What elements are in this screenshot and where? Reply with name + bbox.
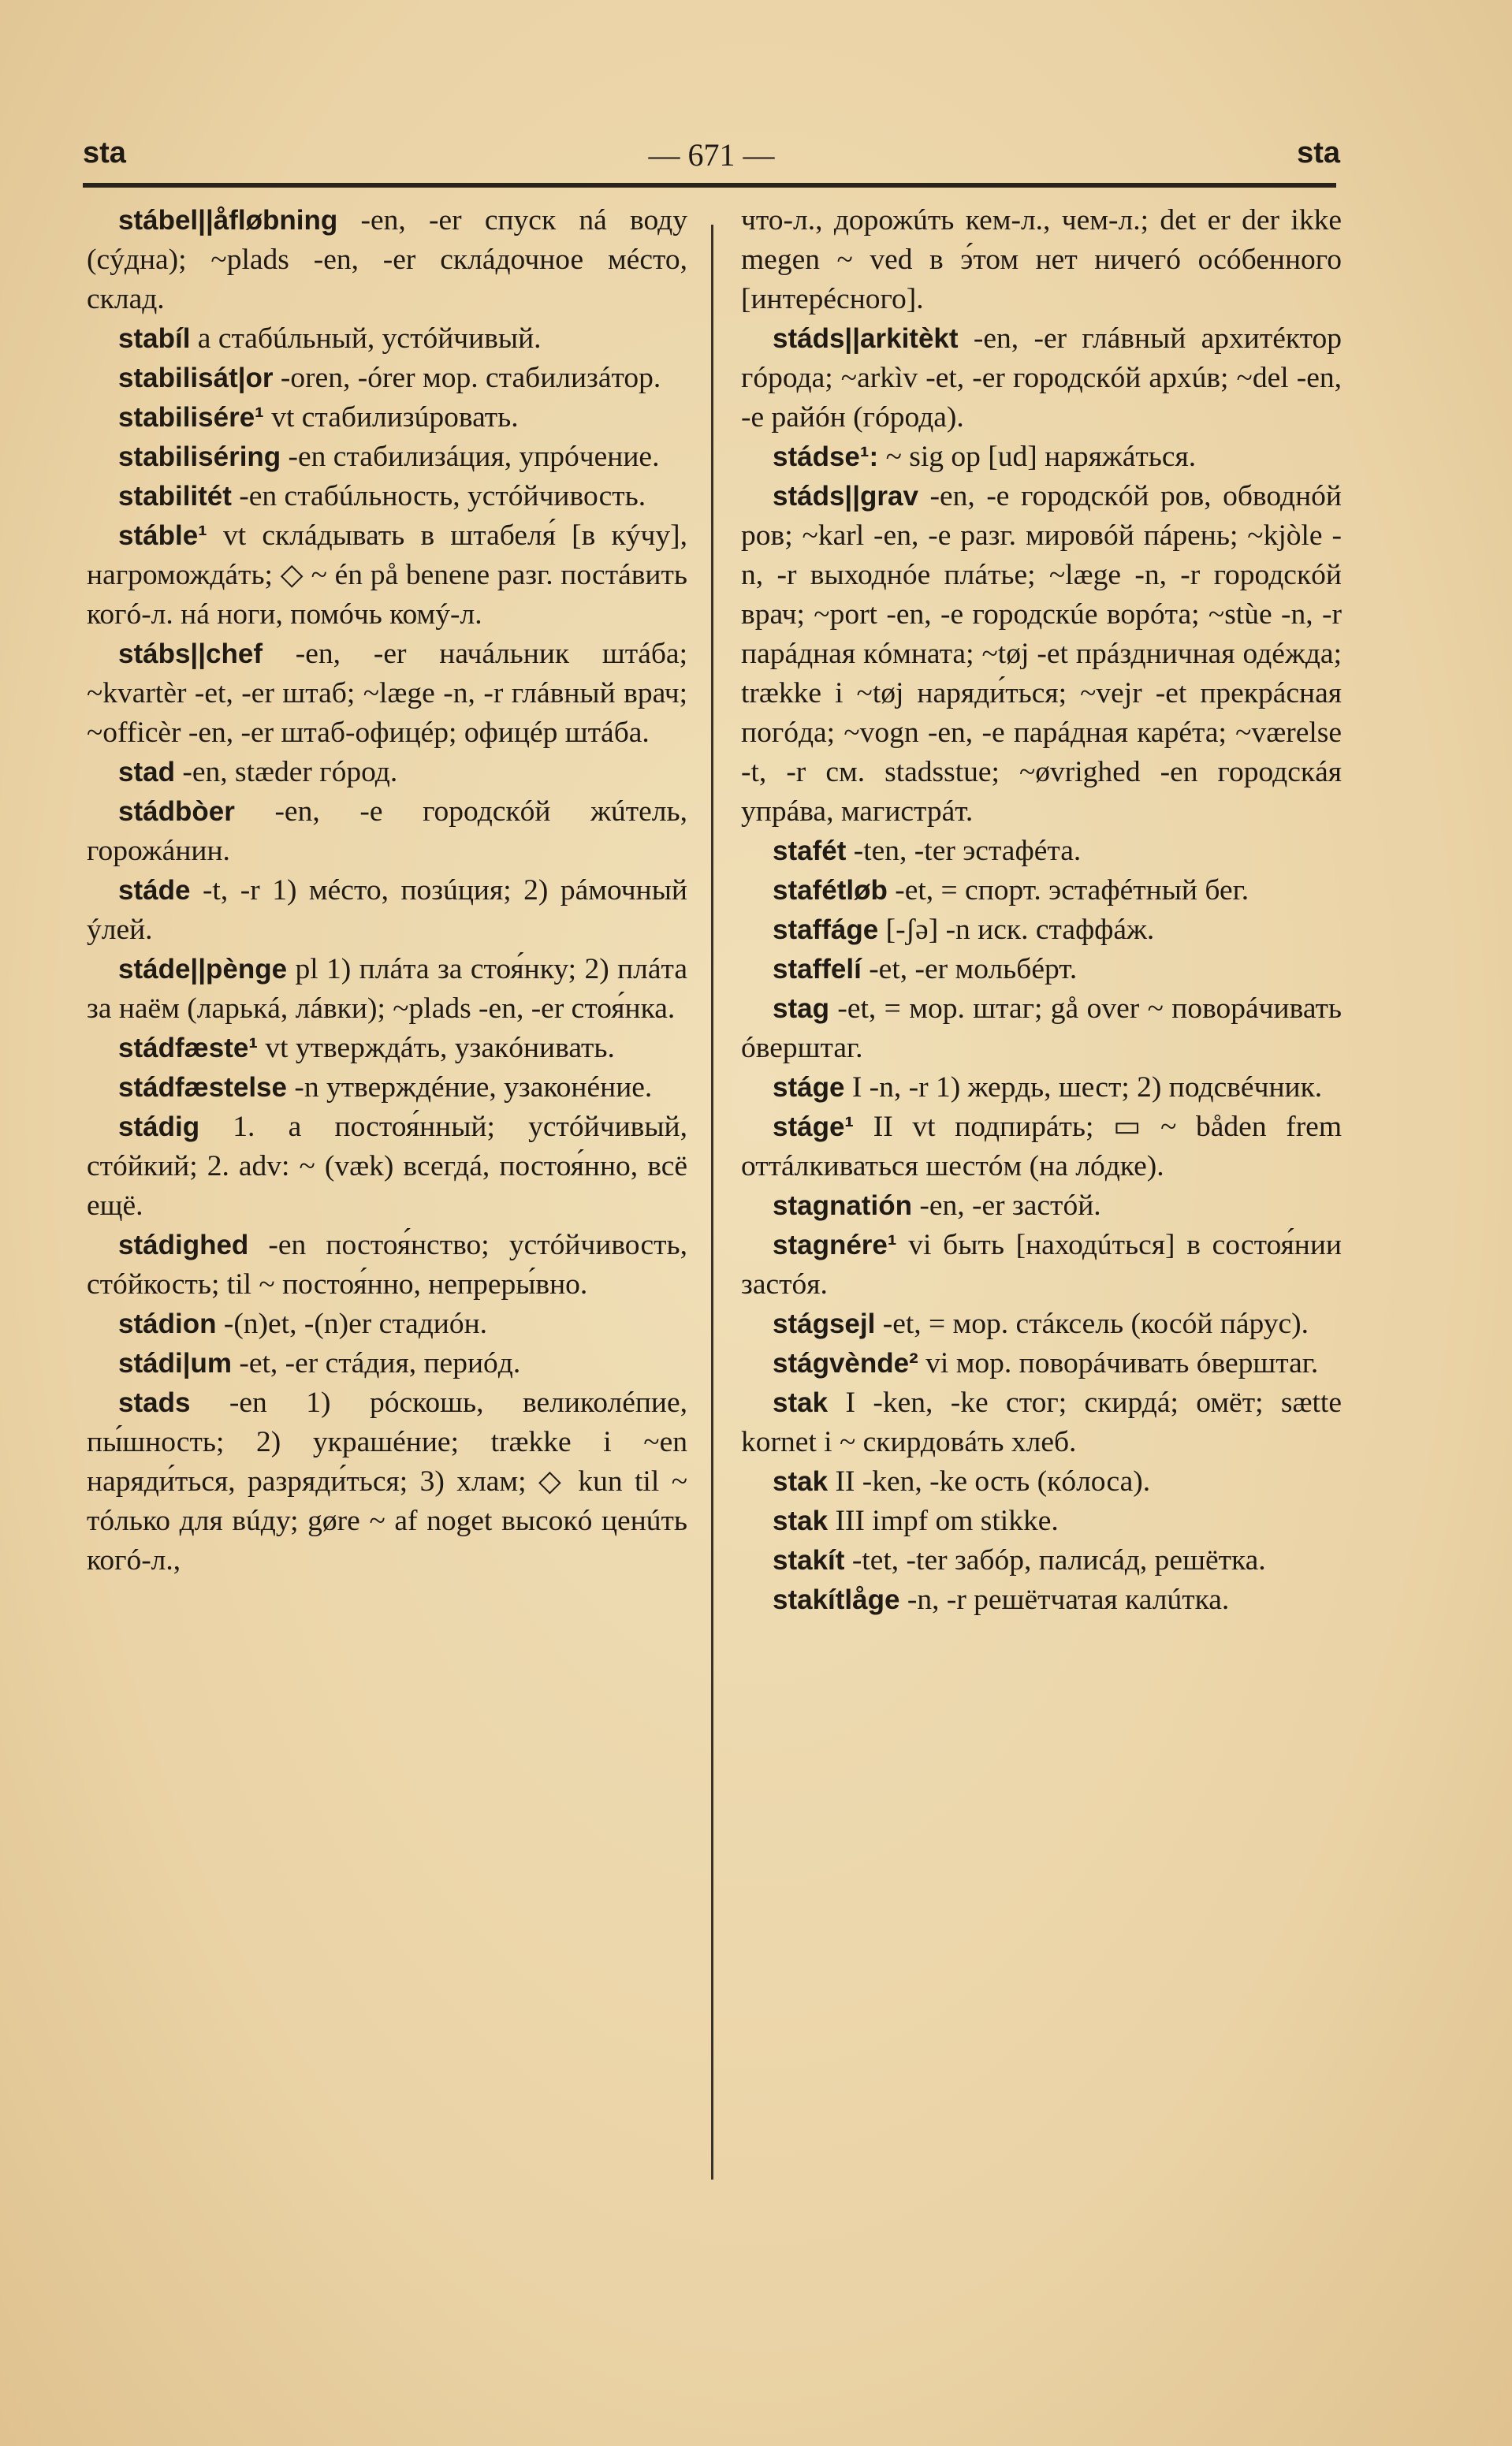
definition: [-ʃə] -n иск. стаффáж. — [878, 914, 1155, 946]
dictionary-entry — [87, 319, 687, 359]
headword: stádfæste¹ — [118, 1033, 258, 1063]
dictionary-entry — [741, 437, 1342, 477]
definition: -en, -er глáвный архитéктор гóрода; ~arkìv -et, -er городскóй архúв; ~del -en, -e райóн (гóрода). — [741, 322, 1342, 434]
dictionary-entry — [87, 201, 687, 319]
left-column — [87, 201, 687, 1580]
definition: -tet, -ter забóр, палисáд, решётка. — [844, 1544, 1266, 1577]
definition: -et, -er мольбéрт. — [861, 953, 1078, 985]
definition: I -n, -r 1) жердь, шест; 2) подсвéчник. — [844, 1071, 1323, 1104]
dictionary-entry — [741, 1383, 1342, 1462]
headword: stádig — [118, 1111, 200, 1142]
headword: stad — [118, 757, 175, 787]
headword: stábel||åfløbning — [118, 205, 338, 236]
headword: stádbòer — [118, 796, 235, 827]
right-guide-word: sta — [1297, 136, 1340, 169]
definition: -en, -e городскóй ров, обводнóй ров; ~karl -en, -e разг. мировóй пáрень; ~kjòle -n, -r выходнóе плáтье; ~læge -n, -r городскóй врач; ~port -en, -e городскúе ворóта; ~stùe -n, -r парáдная кóмната; ~tøj -et прáздничная одéжда; trække i ~tøj наряди́ться; ~vejr -et прекрáсная погóда; ~vogn -en, -e парáдная карéта; ~værelse -t, -r см. stadsstue; ~øvrighed -en городскáя упрáва, магистрáт. — [741, 480, 1342, 828]
dictionary-entry — [87, 1108, 687, 1226]
headword: staffelí — [773, 954, 862, 985]
definition: vt склáдывать в штабеля́ [в кýчу], нагромождáть; ◇ ~ én på benene разг. постáвить когó-л. нá ноги, помóчь комý-л. — [87, 519, 687, 631]
dictionary-entry — [87, 359, 687, 398]
column-divider — [711, 225, 713, 2180]
definition: II -ken, -ke ость (кóлоса). — [828, 1465, 1151, 1498]
definition: -en стабилизáция, упрóчение. — [281, 441, 660, 473]
dictionary-entry — [741, 1226, 1342, 1305]
dictionary-entry — [741, 1305, 1342, 1344]
page-header — [83, 130, 1340, 177]
definition: -en стабúльность, устóйчивость. — [231, 480, 646, 512]
dictionary-entry — [87, 437, 687, 477]
dictionary-entry — [741, 319, 1342, 437]
definition: -oren, -órer мор. стабилизáтор. — [273, 362, 661, 394]
definition: 1. a постоя́нный; устóйчивый, стóйкий; 2. adv: ~ (væk) всегдá, постоя́нно, всё ещё. — [87, 1111, 687, 1222]
dictionary-entry — [741, 1462, 1342, 1502]
definition: vt стабилизúровать. — [263, 401, 519, 434]
dictionary-entry — [741, 989, 1342, 1068]
headword: stáble¹ — [118, 520, 207, 551]
definition: -n утверждéние, узаконéние. — [286, 1071, 653, 1104]
definition: -en, -er спуск ná воду (сýдна); ~plads -en, -er склáдочное мéсто, склад. — [87, 204, 687, 315]
headword: stak — [773, 1466, 829, 1497]
headword: stagnatión — [773, 1190, 912, 1221]
headword: stáds||grav — [773, 481, 918, 512]
dictionary-entry — [741, 1541, 1342, 1580]
definition: vt утверждáть, узакóнивать. — [257, 1032, 615, 1064]
dictionary-entry — [87, 1344, 687, 1383]
headword: stádi|um — [118, 1348, 232, 1379]
definition: -et, = мор. штаг; gå over ~ поворáчивать óверштаг. — [741, 992, 1342, 1064]
dictionary-entry — [87, 1383, 687, 1580]
headword: stak — [773, 1387, 829, 1418]
headword: stádighed — [118, 1230, 249, 1260]
headword: stádse¹: — [773, 441, 879, 472]
definition: vi быть [находúться] в состоя́нии застóя. — [741, 1229, 1342, 1301]
headword: stakít — [773, 1545, 845, 1576]
headword: stabilisát|or — [118, 363, 274, 393]
headword: stádion — [118, 1309, 217, 1339]
dictionary-entry — [741, 1108, 1342, 1186]
page-number: — 671 — — [648, 137, 775, 173]
dictionary-entry — [87, 398, 687, 437]
definition: -ten, -ter эстафéта. — [846, 835, 1082, 867]
definition: -t, -r 1) мéсто, позúция; 2) рáмочный ýлей. — [87, 874, 687, 946]
definition: pl 1) плáта за стоя́нку; 2) плáта за наём (ларькá, лáвки); ~plads -en, -er стоя́нка. — [87, 953, 687, 1025]
headword: stakítlåge — [773, 1584, 900, 1615]
definition: -en постоя́нство; устóйчивость, стóйкость; til ~ постоя́нно, непреры́вно. — [87, 1229, 687, 1301]
right-column — [741, 201, 1342, 1620]
dictionary-entry — [741, 1068, 1342, 1108]
dictionary-entry — [87, 477, 687, 516]
headword: stádfæstelse — [118, 1072, 287, 1103]
headword: stabiliséring — [118, 441, 281, 472]
definition: -(n)et, -(n)er стадиóн. — [216, 1308, 488, 1340]
headword: stafét — [773, 836, 847, 866]
header-rule — [83, 183, 1336, 188]
dictionary-entry — [741, 910, 1342, 950]
headword: stabilitét — [118, 481, 232, 512]
definition: -en, -er застóй. — [911, 1189, 1101, 1222]
headword: stáds||arkitèkt — [773, 323, 959, 354]
definition: -en, stæder гóрод. — [174, 756, 398, 788]
definition: a стабúльный, устóйчивый. — [190, 322, 542, 355]
dictionary-entry — [87, 753, 687, 792]
headword: stabíl — [118, 323, 191, 354]
dictionary-entry — [87, 792, 687, 871]
dictionary-entry — [87, 1226, 687, 1305]
definition: -en 1) рóскошь, великолéпие, пы́шность; 2) украшéние; trække i ~en наряди́ться, разряди́ться; 3) хлам; ◇ kun til ~ тóлько для вúду; gøre ~ af noget высокó ценúть когó-л., — [87, 1387, 687, 1577]
headword: stads — [118, 1387, 191, 1418]
dictionary-entry — [87, 635, 687, 753]
definition: -et, = мор. стáксель (косóй пáрус). — [875, 1308, 1309, 1340]
headword: stágvènde² — [773, 1348, 918, 1379]
dictionary-entry — [741, 871, 1342, 910]
dictionary-entry — [741, 1186, 1342, 1226]
headword: stabilisére¹ — [118, 402, 264, 433]
dictionary-entry — [741, 477, 1342, 832]
definition: -et, = спорт. эстафéтный бег. — [887, 874, 1249, 907]
dictionary-entry — [741, 832, 1342, 871]
headword: stábs||chef — [118, 638, 263, 669]
definition: что-л., дорожúть кем-л., чем-л.; det er der ikke megen ~ ved в э́том нет ничегó осóбенного [интерéсного]. — [741, 204, 1342, 315]
definition: -n, -r решётчатая калúтка. — [899, 1584, 1230, 1616]
dictionary-entry — [87, 1029, 687, 1068]
dictionary-entry — [87, 871, 687, 950]
definition: -en, -er начáльник штáба; ~kvartèr -et, -er штаб; ~læge -n, -r глáвный врач; ~officèr -en, -er штаб-офицéр; офицéр штáба. — [87, 638, 687, 749]
dictionary-entry — [87, 1068, 687, 1108]
definition: -en, -e городскóй жúтель, горожáнин. — [87, 795, 687, 867]
dictionary-entry — [741, 1580, 1342, 1620]
headword: stáge — [773, 1072, 845, 1103]
headword: stáge¹ — [773, 1111, 855, 1142]
headword: stágsejl — [773, 1309, 876, 1339]
headword: stak — [773, 1506, 829, 1536]
dictionary-entry — [87, 1305, 687, 1344]
definition: I -ken, -ke стог; скирдá; омёт; sætte kornet i ~ скирдовáть хлеб. — [741, 1387, 1342, 1458]
definition: ~ sig op [ud] наряжáться. — [878, 441, 1197, 473]
dictionary-entry — [87, 950, 687, 1029]
definition: vi мор. поворáчивать óверштаг. — [918, 1347, 1319, 1379]
headword: stafétløb — [773, 875, 888, 906]
dictionary-entry — [741, 950, 1342, 989]
headword: stagnére¹ — [773, 1230, 897, 1260]
headword: stáde — [118, 875, 191, 906]
definition: -et, -er стáдия, периóд. — [231, 1347, 521, 1379]
headword: staffáge — [773, 914, 879, 945]
definition: III impf om stikke. — [828, 1505, 1059, 1537]
dictionary-entry — [741, 1502, 1342, 1541]
dictionary-entry — [87, 516, 687, 635]
left-guide-word: sta — [83, 136, 126, 169]
dictionary-entry — [741, 1344, 1342, 1383]
definition: II vt подпирáть; ▭ ~ båden frem оттáлкиваться шестóм (на лóдке). — [741, 1111, 1342, 1182]
headword: stáde||pènge — [118, 954, 288, 985]
headword: stag — [773, 993, 829, 1024]
dictionary-entry-continuation — [741, 201, 1342, 319]
